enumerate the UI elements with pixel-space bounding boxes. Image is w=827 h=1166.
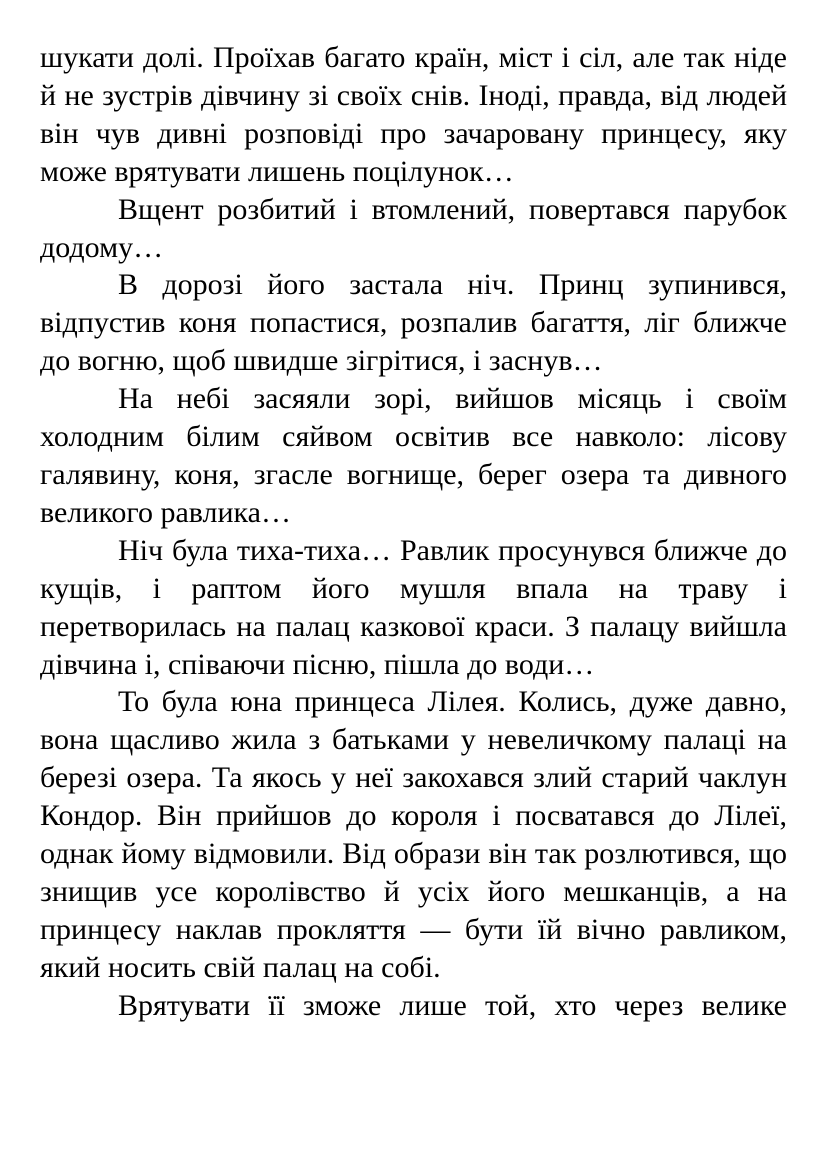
paragraph: Ніч була тиха-тиха… Равлик просунувся ближче до кущів, і раптом його мушля впала на траву і перетворилась на палац казкової краси. З палацу вийшла дівчина і, співаючи пісню, пішла до води…: [40, 533, 787, 681]
page-text: [40, 39, 787, 1025]
paragraph-unfinished: Врятувати її зможе лише той, хто через велике: [118, 988, 787, 1022]
paragraph: То була юна принцеса Лілея. Колись, дуже давно, вона щасливо жила з батьками у невеличкому палаці на березі озера. Та якось у неї закохався злий старий чаклун Кондор. Він прийшов до короля і посватався до Лілеї, однак йому відмовили. Від образи він так розлютився, що знищив усе королівство й усіх його мешканців, а на принцесу наклав прокляття — бути їй вічно равликом, який носить свій палац на собі.: [40, 685, 787, 984]
paragraph: Вщент розбитий і втомлений, повертався парубок додому…: [40, 192, 787, 264]
paragraph: В дорозі його застала ніч. Принц зупинився, відпустив коня попастися, розпалив багаття, ліг ближче до вогню, щоб швидше зігрітися, і заснув…: [40, 268, 787, 378]
paragraph: На небі засяяли зорі, вийшов місяць і своїм холодним білим сяйвом освітив все навколо: лісову галявину, коня, згасле вогнище, берег озера та дивного великого равлика…: [40, 382, 787, 529]
paragraph-continuation: шукати долі. Проїхав багато країн, міст і сіл, але так ніде й не зустрів дівчину зі своїх снів. Іноді, правда, від людей він чув дивні розповіді про зачаровану принцесу, яку може врятувати лишень поцілунок…: [40, 41, 787, 188]
